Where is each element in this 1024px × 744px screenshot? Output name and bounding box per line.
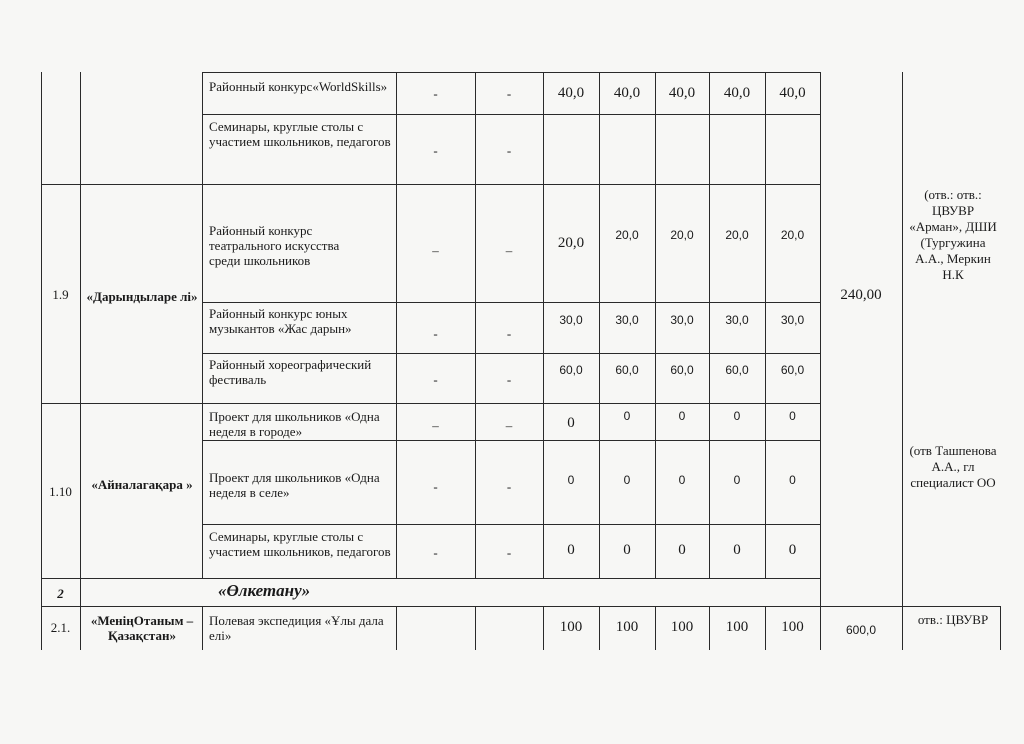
dash: - <box>433 143 438 158</box>
value-cell: 20,0 <box>670 228 694 242</box>
dash: – <box>432 243 439 258</box>
value-cell: 0 <box>678 542 686 558</box>
value-cell: 0 <box>733 409 741 423</box>
value-cell: 30,0 <box>559 313 583 327</box>
dash: - <box>433 479 438 494</box>
section-name: «Айналагақара » <box>91 477 193 492</box>
value-cell: 0 <box>567 473 575 487</box>
dash: - <box>506 372 512 387</box>
event-seminars: Семинары, круглые столы с участием школьников, педагогов <box>209 119 391 149</box>
value-cell: 30,0 <box>670 313 694 327</box>
row-number: 1.10 <box>49 484 72 499</box>
value-cell: 0 <box>567 415 575 431</box>
dash: – <box>505 418 513 433</box>
value-cell: 100 <box>670 619 694 635</box>
responsible: отв.: ЦВУВР <box>917 612 989 627</box>
dash: - <box>433 545 438 560</box>
dash: - <box>506 326 512 341</box>
event-week-city: Проект для школьников «Одна неделя в городе» <box>209 409 380 439</box>
event-seminars: Семинары, круглые столы с участием школьников, педагогов <box>209 529 391 559</box>
event-week-village: Проект для школьников «Одна неделя в селе» <box>209 470 380 500</box>
value-cell: 30,0 <box>615 313 639 327</box>
value-cell: 0 <box>733 542 741 558</box>
value-cell: 0 <box>789 409 796 423</box>
responsible: (отв Ташпенова А.А., гл специалист ОО <box>909 443 997 490</box>
value-cell: 0 <box>623 409 631 423</box>
value-cell: 40,0 <box>557 85 585 101</box>
value-cell: 0 <box>623 473 631 487</box>
value-cell: 100 <box>615 619 639 635</box>
dash: - <box>433 372 438 387</box>
value-cell: 0 <box>788 542 797 558</box>
dash: – <box>505 243 513 258</box>
dash: - <box>433 326 438 341</box>
event-musicians: Районный конкурс юных музыкантов «Жас дарын» <box>209 306 352 336</box>
value-cell: 100 <box>559 619 583 635</box>
value-cell: 60,0 <box>670 363 694 377</box>
responsible: (отв.: отв.: ЦВУВР «Арман», ДШИ (Тургужина А.А., Меркин Н.К <box>909 187 997 282</box>
value-cell: 60,0 <box>780 363 805 377</box>
value-cell: 40,0 <box>779 85 806 101</box>
row-number: 1.9 <box>52 287 69 302</box>
section-title: «Өлкетану» <box>218 581 311 600</box>
value-cell: 0 <box>789 473 796 487</box>
value-cell: 20,0 <box>780 228 805 242</box>
value-cell: 60,0 <box>559 363 583 377</box>
value-cell: 60,0 <box>615 363 639 377</box>
value-cell: 60,0 <box>725 363 749 377</box>
value-cell: 20,0 <box>615 228 639 242</box>
value-cell: 40,0 <box>668 85 696 101</box>
dash: - <box>506 479 512 494</box>
value-cell: 0 <box>733 473 741 487</box>
value-cell: 30,0 <box>725 313 749 327</box>
dash: - <box>433 86 438 101</box>
value-cell: 0 <box>623 542 631 558</box>
section-name: «Дарындылаpe лі» <box>86 289 198 304</box>
event-theatre: Районный конкурс театрального искусства среди школьников <box>209 223 340 268</box>
row-number: 2.1. <box>50 620 71 635</box>
value-cell: 100 <box>781 619 804 635</box>
value-cell: 40,0 <box>613 85 641 101</box>
value-cell: 30,0 <box>780 313 805 327</box>
value-cell: 100 <box>725 619 749 635</box>
dash: - <box>506 143 512 158</box>
section-total: 600,0 <box>845 623 877 637</box>
event-choreo: Районный хореографический фестиваль <box>209 357 372 387</box>
dash: - <box>506 545 512 560</box>
event-expedition: Полевая экспедиция «Ұлы дала елі» <box>209 613 384 643</box>
value-cell: 0 <box>678 473 686 487</box>
row-number: 2 <box>57 586 64 601</box>
section-total: 240,00 <box>840 287 882 303</box>
value-cell: 20,0 <box>725 228 749 242</box>
dash: - <box>506 86 512 101</box>
value-cell: 0 <box>678 409 686 423</box>
value-cell: 0 <box>567 542 575 558</box>
value-cell: 40,0 <box>723 85 751 101</box>
dash: – <box>432 418 439 433</box>
value-cell: 20,0 <box>557 235 585 251</box>
event-worldskills: Районный конкурс«WorldSkills» <box>209 79 388 94</box>
section-name: «МеніңОтаным – Қазақстан» <box>90 613 194 643</box>
